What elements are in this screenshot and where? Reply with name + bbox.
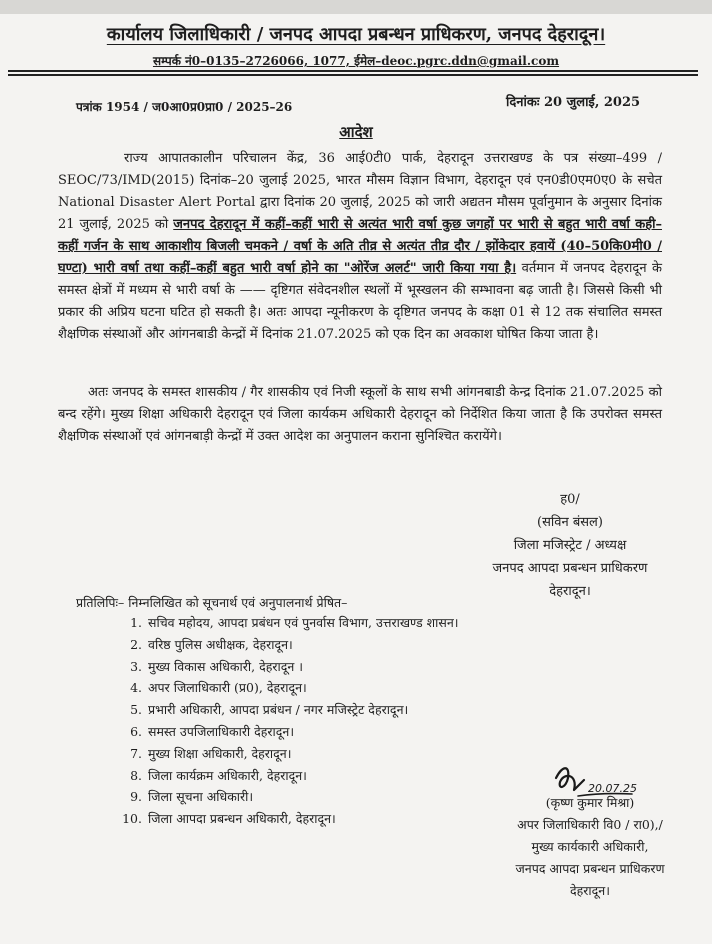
orange-alert-highlight: जनपद देहरादून में कहीं–कहीं भारी से अत्यंत भारी वर्षा कुछ जगहों पर भारी से बहुत भारी वर्षा कही–कहीं गर्जन के साथ आकाशीय बिजली चमकने / वर्षा के अति तीव्र से अत्यंत तीव्र दौर / झोंकेदार हवायें (40–50कि0मी0 / घण्टा) भारी वर्षा तथा कहीं–कहीं बहुत भारी वर्षा होने का "ओरेंज अलर्ट" जारी किया गया है। [58,217,662,276]
scan-top-band [0,0,712,14]
item-text: जिला कार्यक्रम अधिकारी, देहरादून। [148,767,307,783]
signatory-designation: अपर जिलाधिकारी वि0 / रा0),/ [517,817,663,832]
signature-space [480,770,700,792]
signature-date: 20.07.25 [588,782,637,795]
item-number: 3. [130,658,142,674]
item-number: 7. [130,745,142,761]
header-rule [8,70,698,72]
item-text: जिला सूचना अधिकारी। [148,789,254,805]
item-text: मुख्य शिक्षा अधिकारी, देहरादून। [148,745,292,761]
copy-to-item [120,765,459,787]
signatory-block-dm [470,488,670,603]
copy-to-item [120,721,459,743]
copy-to-item [120,677,459,699]
signatory-block-adm [480,770,700,902]
item-number: 1. [130,615,142,630]
signatory-designation-2: मुख्य कार्यकारी अधिकारी, [531,839,649,854]
item-text: मुख्य विकास अधिकारी, देहरादून । [148,658,303,674]
item-text: समस्त उपजिलाधिकारी देहरादून। [148,723,295,739]
item-text: सचिव महोदय, आपदा प्रबंधन एवं पुनर्वास विभाग, उत्तराखण्ड शासन। [148,615,459,630]
copy-to-item [120,786,459,808]
para1-text-b: वर्तमान में जनपद देहरादून के समस्त क्षेत्रों में मध्यम से भारी वर्षा के —— दृष्टिगत संवेदनशील स्थलों में भूस्खलन की सम्भावना बढ़ जाती है। जिससे किसी भी प्रकार की अप्रिय घटना घटित हो सकती है। अतः आपदा न्यूनीकरण के दृष्टिगत जनपद के कक्षा 01 से 12 तक संचालित समस्त शैक्षणिक संस्थाओं और आंगनबाडी केन्द्रों में दिनांक 21.07.2025 को एक दिन का अवकाश घोषित किया जाता है। [58,261,663,342]
item-number: 2. [130,636,142,652]
copy-to-heading: प्रतिलिपिः– निम्नलिखित को सूचनार्थ एवं अनुपालनार्थ प्रेषित– [76,595,348,610]
header-rule [8,74,698,76]
signatory-organisation: जनपद आपदा प्रबन्धन प्राधिकरण [515,861,665,876]
copy-to-item [120,699,459,721]
letter-date: दिनांकः 20 जुलाई, 2025 [506,95,641,110]
para1-text-a: राज्य आपातकालीन परिचालन केंद्र, 36 आई0टी0 पार्क, देहरादून उत्तराखण्ड के पत्र संख्या–499 / SEOC/73/IMD(2015) दिनांक–20 जुलाई 2025, भारत मौसम विज्ञान विभाग, देहरादून एवं एन0डी0एम0ए0 के सचेत National Disaster Alert Portal द्वारा दिनांक 20 जुलाई, 2025 को जारी अद्यतन मौसम पूर्वानुमान के अनुसार दिनांक 21 जुलाई, 2025 को [58,151,662,232]
signatory-place: देहरादून। [549,584,591,599]
copy-to-item [120,634,459,656]
item-text: प्रभारी अधिकारी, आपदा प्रबंधन / नगर मजिस्ट्रेट देहरादून। [148,702,409,718]
item-text: जिला आपदा प्रबन्धन अधिकारी, देहरादून। [148,811,336,827]
signatory-designation: जिला मजिस्ट्रेट / अध्यक्ष [513,538,627,553]
item-number: 8. [130,767,142,783]
item-number: 9. [130,789,142,805]
order-paragraph-1 [58,148,662,346]
item-number: 4. [130,680,142,696]
item-text: वरिष्ठ पुलिस अधीक्षक, देहरादून। [148,636,293,652]
signatory-organisation: जनपद आपदा प्रबन्धन प्राधिकरण [492,561,648,576]
letter-number: पत्रांक 1954 / ज0आ0प्र0प्रा0 / 2025–26 [76,100,293,114]
signatory-place: देहरादून। [570,883,610,898]
copy-to-item [120,743,459,765]
item-text: अपर जिलाधिकारी (प्र0), देहरादून। [148,680,307,696]
signed-mark: ह0/ [560,492,580,507]
office-title: कार्यालय जिलाधिकारी / जनपद आपदा प्रबन्धन प्राधिकरण, जनपद देहरादून। [106,24,606,45]
copy-to-list [120,612,459,830]
signatory-name: (कृष्ण कुमार मिश्रा) [545,795,635,810]
item-number: 10. [122,811,142,827]
copy-to-item [120,656,459,678]
copy-to-item [120,808,459,830]
order-heading: आदेश [339,123,373,141]
contact-line: सम्पर्क नं0–0135–2726066, 1077, ईमेल–deoc.pgrc.ddn@gmail.com [152,54,560,68]
signatory-name: (सविन बंसल) [537,515,603,530]
item-number: 6. [130,723,142,739]
item-number: 5. [130,702,142,718]
copy-to-item [120,612,459,634]
order-paragraph-2: अतः जनपद के समस्त शासकीय / गैर शासकीय एवं निजी स्कूलों के साथ सभी आंगनबाडी केन्द्र दिनांक 21.07.2025 को बन्द रहेंगे। मुख्य शिक्षा अधिकारी देहरादून एवं जिला कार्यकम अधिकारी देहरादून को निर्देशित किया जाता है कि उपरोक्त समस्त शैक्षणिक संस्थाओं एवं आंगनबाड़ी केन्द्रों में उक्त आदेश का अनुपालन कराना सुनिश्चित करायेंगे। [58,385,662,444]
